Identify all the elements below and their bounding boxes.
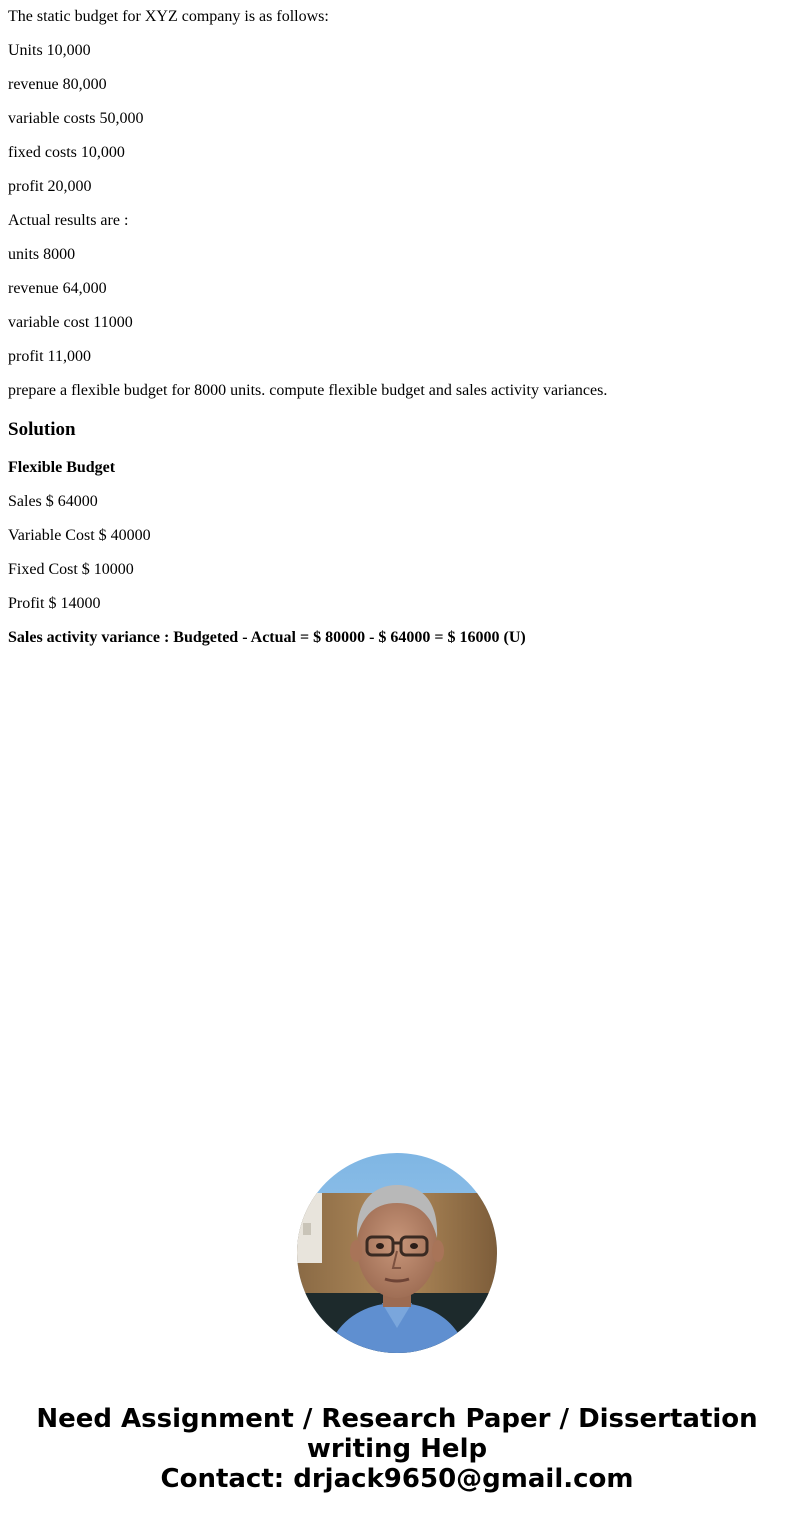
actual-variable-cost: variable cost 11000	[8, 314, 133, 331]
flexible-sales: Sales $ 64000	[8, 493, 98, 510]
flexible-profit: Profit $ 14000	[8, 595, 101, 612]
actual-units: units 8000	[8, 246, 76, 263]
flexible-budget-heading: Flexible Budget	[8, 459, 116, 476]
actual-results-intro: Actual results are :	[8, 212, 129, 229]
static-budget-profit: profit 20,000	[8, 178, 92, 195]
flexible-variable-cost: Variable Cost $ 40000	[8, 527, 151, 544]
author-avatar	[297, 1153, 497, 1353]
static-budget-units: Units 10,000	[8, 42, 91, 59]
solution-heading: Solution	[8, 419, 76, 440]
actual-profit: profit 11,000	[8, 348, 91, 365]
actual-revenue: revenue 64,000	[8, 280, 107, 297]
question-task: prepare a flexible budget for 8000 units. compute flexible budget and sales activity variances.	[8, 382, 608, 399]
static-budget-variable-costs: variable costs 50,000	[8, 110, 144, 127]
promo-banner	[0, 1404, 794, 1494]
promo-line-1: Need Assignment / Research Paper / Dissertation	[36, 1404, 758, 1434]
question-intro: The static budget for XYZ company is as follows:	[8, 8, 329, 25]
sales-activity-variance: Sales activity variance : Budgeted - Actual = $ 80000 - $ 64000 = $ 16000 (U)	[8, 629, 526, 646]
promo-contact: Contact: drjack9650@gmail.com	[160, 1464, 634, 1494]
flexible-fixed-cost: Fixed Cost $ 10000	[8, 561, 134, 578]
static-budget-revenue: revenue 80,000	[8, 76, 107, 93]
promo-line-2: writing Help	[306, 1434, 488, 1464]
static-budget-fixed-costs: fixed costs 10,000	[8, 144, 125, 161]
